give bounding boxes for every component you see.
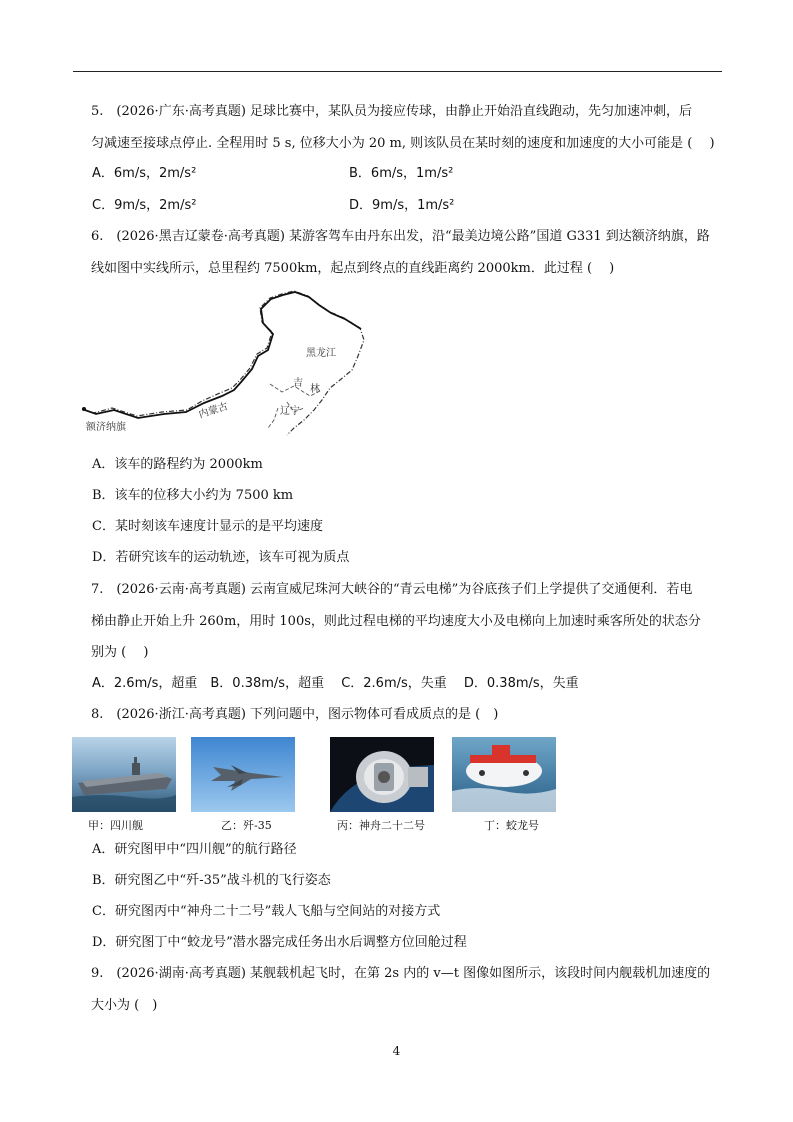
photo-shenzhou-22 [330,737,434,812]
q6-stem-line1: 6. (2026·黑吉辽蒙卷·高考真题) 某游客驾车由丹东出发，沿“最美边境公路”国道 G331 到达额济纳旗，路 [91,229,710,244]
photo-sichuan-ship [72,737,176,812]
q6-option-c[interactable]: C．某时刻该车速度计显示的是平均速度 [92,519,323,534]
caption-jia: 甲：四川舰 [88,819,143,832]
q5-option-d[interactable]: D．9m/s，1m/s² [349,198,455,213]
header-rule [73,71,722,72]
q8-option-c[interactable]: C．研究图丙中“神舟二十二号”载人飞船与空间站的对接方式 [92,904,441,919]
q8-option-a[interactable]: A．研究图甲中“四川舰”的航行路径 [92,842,297,857]
caption-yi: 乙：歼-35 [221,819,272,832]
route-map-figure [82,288,365,436]
q7-stem-line2: 梯由静止开始上升 260m，用时 100s，则此过程电梯的平均速度大小及电梯向上加速时乘客所处的状态分 [91,614,701,629]
q7-stem-line3: 别为 ( ) [91,645,149,660]
photo-jiaolong [452,737,556,812]
q6-option-a[interactable]: A．该车的路程约为 2000km [92,457,263,472]
q5-option-a[interactable]: A．6m/s，2m/s² [92,166,197,181]
q7-stem-line1: 7. (2026·云南·高考真题) 云南宣威尼珠河大峡谷的“青云电梯”为谷底孩子们上学提供了交通便利．若电 [91,582,693,597]
q6-option-d[interactable]: D．若研究该车的运动轨迹，该车可视为质点 [92,550,350,565]
q8-option-b[interactable]: B．研究图乙中“歼-35”战斗机的飞行姿态 [92,873,331,888]
map-label-liaoning: 辽宁 [280,406,300,417]
photo-j35-jet [191,737,295,812]
q7-options[interactable]: A．2.6m/s，超重 B．0.38m/s，超重 C．2.6m/s，失重 D．0.38m/s，失重 [92,676,579,691]
q5-stem-line2: 匀减速至接球点停止. 全程用时 5 s, 位移大小为 20 m, 则该队员在某时刻的速度和加速度的大小可能是 ( ) [91,136,715,151]
q8-option-d[interactable]: D．研究图丁中“蛟龙号”潜水器完成任务出水后调整方位回舱过程 [92,935,467,950]
q5-stem-line1: 5. (2026·广东·高考真题) 足球比赛中，某队员为接应传球，由静止开始沿直线跑动，先匀加速冲刺，后 [91,104,693,119]
map-label-lin: 林 [310,384,320,395]
q5-option-b[interactable]: B．6m/s，1m/s² [349,166,454,181]
page-number: 4 [392,1044,401,1058]
map-label-neimenggu: 内蒙古 [197,401,230,421]
q6-option-b[interactable]: B．该车的位移大小约为 7500 km [92,488,294,503]
map-label-ejina: 额济纳旗 [86,422,126,433]
map-label-heilongjiang: 黑龙江 [306,348,336,359]
q5-option-c[interactable]: C．9m/s，2m/s² [92,198,197,213]
q9-stem-line1: 9. (2026·湖南·高考真题) 某舰载机起飞时，在第 2s 内的 v—t 图像如图所示，该段时间内舰载机加速度的 [91,966,711,981]
q8-stem-line1: 8. (2026·浙江·高考真题) 下列问题中，图示物体可看成质点的是 ( ) [91,707,499,722]
caption-bing: 丙：神舟二十二号 [337,819,425,832]
map-label-ji: 吉 [293,378,303,389]
caption-ding: 丁：蛟龙号 [484,819,539,832]
q9-stem-line2: 大小为 ( ) [91,998,158,1013]
q6-stem-line2: 线如图中实线所示，总里程约 7500km，起点到终点的直线距离约 2000km．此过程 ( ) [91,261,615,276]
